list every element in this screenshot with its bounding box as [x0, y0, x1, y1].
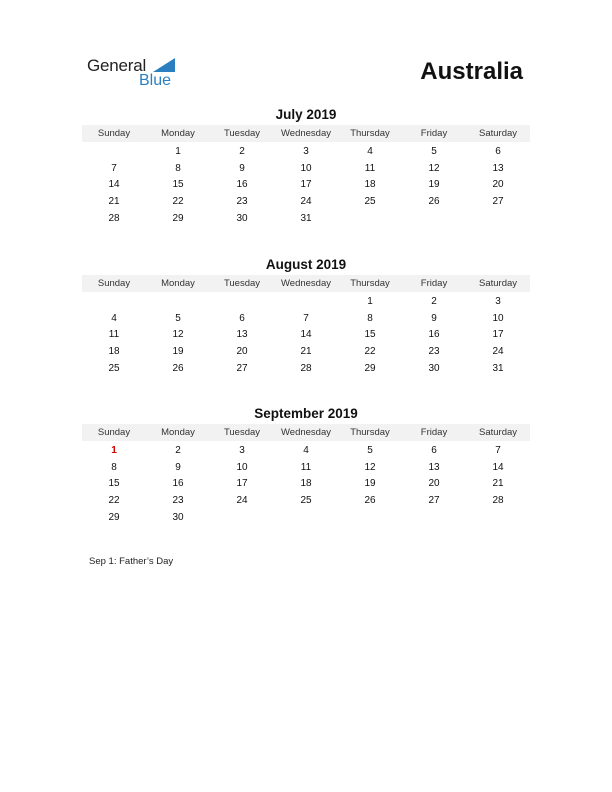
week-row	[82, 293, 530, 310]
day-cell: 11	[108, 329, 120, 341]
day-cell: 23	[428, 345, 440, 357]
weekday-label: Thursday	[350, 128, 390, 139]
day-cell: 3	[495, 295, 501, 307]
day-cell: 29	[108, 511, 120, 523]
day-cell: 6	[239, 312, 245, 324]
holiday-item: Sep 1: Father’s Day	[89, 556, 174, 567]
weekday-label: Monday	[161, 427, 195, 438]
weekday-label: Monday	[161, 278, 195, 289]
day-cell: 1	[367, 295, 373, 307]
month-title: August 2019	[265, 257, 347, 272]
day-cell: 27	[492, 195, 504, 207]
day-cell: 10	[492, 312, 504, 324]
day-cell: 24	[300, 195, 312, 207]
month-calendar-september	[82, 405, 530, 525]
day-cell: 23	[172, 494, 184, 506]
day-cell: 6	[431, 444, 437, 456]
country-title: Australia	[420, 58, 523, 85]
day-cell: 8	[367, 312, 373, 324]
weekday-label: Tuesday	[223, 427, 261, 438]
weekday-label: Wednesday	[281, 278, 331, 289]
day-cell: 7	[495, 444, 501, 456]
day-cell: 2	[239, 145, 245, 157]
day-cell: 7	[303, 312, 309, 324]
day-cell: 14	[300, 329, 312, 341]
day-cell: 25	[300, 494, 312, 506]
week-row	[82, 326, 530, 343]
day-cell: 8	[175, 162, 181, 174]
weekday-label: Saturday	[478, 427, 518, 438]
logo-triangle-icon	[153, 58, 175, 72]
week-row	[82, 143, 530, 160]
day-cell: 27	[236, 362, 248, 374]
day-cell: 17	[300, 179, 312, 191]
weekday-label: Saturday	[478, 278, 518, 289]
day-cell: 9	[239, 162, 245, 174]
day-cell: 4	[111, 312, 117, 324]
week-row	[82, 442, 530, 459]
day-cell: 26	[428, 195, 440, 207]
day-cell: 20	[492, 179, 504, 191]
weekday-label: Wednesday	[281, 427, 331, 438]
day-cell: 9	[175, 461, 181, 473]
logo-general-text: General	[87, 56, 147, 75]
day-cell: 1	[175, 145, 181, 157]
day-cell: 19	[172, 345, 184, 357]
day-cell: 18	[300, 478, 312, 490]
month-calendar-august	[82, 256, 530, 376]
week-row	[82, 509, 530, 526]
weekday-label: Wednesday	[281, 128, 331, 139]
week-row	[82, 310, 530, 327]
day-cell: 24	[492, 345, 504, 357]
day-cell: 30	[236, 212, 248, 224]
day-cell: 10	[236, 461, 248, 473]
day-cell: 16	[236, 179, 248, 191]
day-cell: 14	[108, 179, 120, 191]
week-row	[82, 360, 530, 377]
day-cell: 30	[172, 511, 184, 523]
day-cell: 28	[108, 212, 120, 224]
day-cell: 5	[367, 444, 373, 456]
day-cell: 16	[428, 329, 440, 341]
day-cell: 16	[172, 478, 184, 490]
day-cell: 9	[431, 312, 437, 324]
month-calendar-july	[82, 106, 530, 226]
day-cell: 12	[364, 461, 376, 473]
week-row	[82, 160, 530, 177]
week-row	[82, 176, 530, 193]
day-cell: 15	[364, 329, 376, 341]
week-row	[82, 459, 530, 476]
month-title: September 2019	[254, 406, 358, 421]
day-cell: 17	[492, 329, 504, 341]
day-cell: 12	[428, 162, 440, 174]
weekday-label: Tuesday	[223, 128, 261, 139]
weekday-header-row	[82, 424, 530, 441]
day-cell: 25	[108, 362, 120, 374]
day-cell: 14	[492, 461, 504, 473]
day-cell: 10	[300, 162, 312, 174]
day-cell: 28	[300, 362, 312, 374]
day-cell: 22	[172, 195, 184, 207]
day-cell: 18	[364, 179, 376, 191]
day-cell: 12	[172, 329, 184, 341]
day-cell: 21	[108, 195, 120, 207]
day-cell: 17	[236, 478, 248, 490]
day-cell: 25	[364, 195, 376, 207]
day-cell: 3	[303, 145, 309, 157]
day-cell: 26	[172, 362, 184, 374]
week-row	[82, 193, 530, 210]
day-cell: 2	[431, 295, 437, 307]
day-cell: 7	[111, 162, 117, 174]
weekday-label: Sunday	[97, 278, 131, 289]
weekday-label: Sunday	[97, 427, 131, 438]
week-row	[82, 343, 530, 360]
day-cell: 21	[300, 345, 312, 357]
day-cell: 30	[428, 362, 440, 374]
weekday-label: Monday	[161, 128, 195, 139]
day-cell: 29	[172, 212, 184, 224]
day-cell: 13	[492, 162, 504, 174]
weekday-label: Saturday	[478, 128, 518, 139]
day-cell: 21	[492, 478, 504, 490]
day-cell: 31	[300, 212, 312, 224]
day-cell: 31	[492, 362, 504, 374]
day-cell: 28	[492, 494, 504, 506]
day-cell: 26	[364, 494, 376, 506]
day-cell: 11	[364, 162, 376, 174]
week-row	[82, 475, 530, 492]
logo-blue-text: Blue	[139, 72, 172, 89]
weekday-label: Friday	[420, 427, 448, 438]
day-cell: 5	[175, 312, 181, 324]
weekday-label: Friday	[420, 128, 448, 139]
weekday-header-row	[82, 275, 530, 292]
day-cell: 20	[428, 478, 440, 490]
holiday-list	[89, 556, 173, 567]
day-cell: 6	[495, 145, 501, 157]
day-cell: 20	[236, 345, 248, 357]
day-cell: 29	[364, 362, 376, 374]
day-cell: 15	[172, 179, 184, 191]
day-cell: 2	[175, 444, 181, 456]
day-cell: 15	[108, 478, 120, 490]
day-cell: 3	[239, 444, 245, 456]
day-cell: 11	[300, 461, 312, 473]
day-cell: 23	[236, 195, 248, 207]
weekday-header-row	[82, 125, 530, 142]
day-cell: 4	[303, 444, 309, 456]
weekday-label: Sunday	[97, 128, 131, 139]
day-cell: 1	[111, 444, 117, 456]
day-cell: 13	[428, 461, 440, 473]
week-row	[82, 210, 530, 227]
day-cell: 19	[428, 179, 440, 191]
day-cell: 8	[111, 461, 117, 473]
day-cell: 4	[367, 145, 373, 157]
day-cell: 24	[236, 494, 248, 506]
day-cell: 18	[108, 345, 120, 357]
day-cell: 19	[364, 478, 376, 490]
logo	[87, 56, 187, 92]
weekday-label: Thursday	[350, 278, 390, 289]
weekday-label: Thursday	[350, 427, 390, 438]
day-cell: 13	[236, 329, 248, 341]
month-title: July 2019	[275, 107, 337, 122]
week-row	[82, 492, 530, 509]
weekday-label: Friday	[420, 278, 448, 289]
day-cell: 5	[431, 145, 437, 157]
day-cell: 22	[364, 345, 376, 357]
day-cell: 27	[428, 494, 440, 506]
weekday-label: Tuesday	[223, 278, 261, 289]
day-cell: 22	[108, 494, 120, 506]
